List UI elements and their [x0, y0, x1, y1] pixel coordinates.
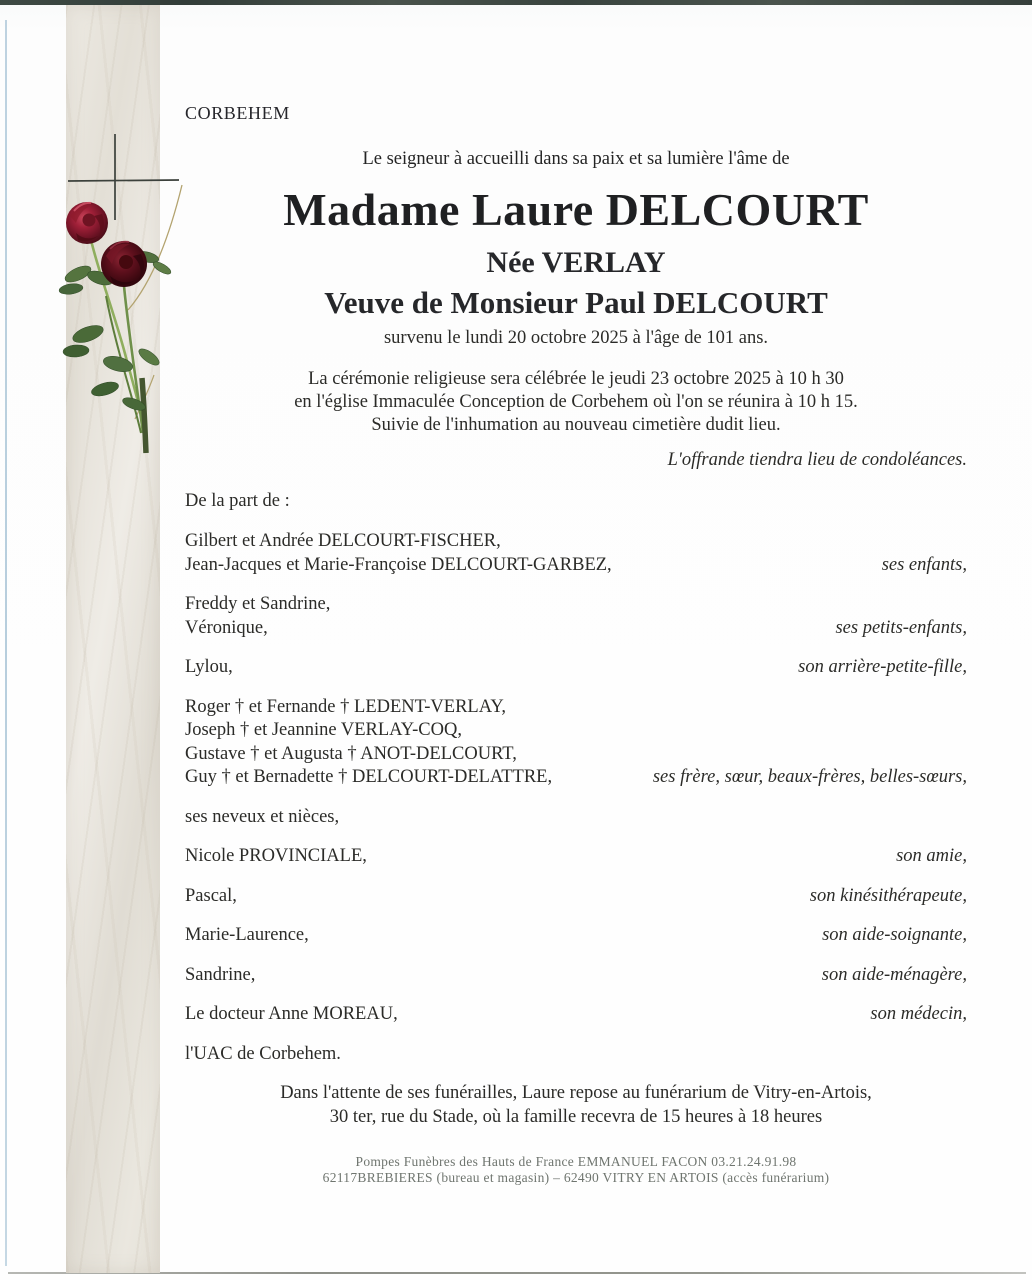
- offering-line: L'offrande tiendra lieu de condoléances.: [667, 450, 967, 470]
- family-group-great-granddaughter: [185, 656, 967, 680]
- intro-line: Le seigneur à accueilli dans sa paix et sa lumière l'âme de: [362, 149, 790, 169]
- family-names-line: Gustave † et Augusta † ANOT-DELCOURT,: [185, 743, 517, 764]
- red-rose-icon: [66, 202, 108, 244]
- family-names-line: Gilbert et Andrée DELCOURT-FISCHER,: [185, 531, 501, 551]
- town-name: CORBEHEM: [185, 103, 290, 123]
- relationship-label: son arrière-petite-fille,: [798, 657, 967, 677]
- footer-line: Pompes Funèbres des Hauts de France EMMANUEL FACON 03.21.24.91.98: [355, 1154, 797, 1169]
- family-group-housekeeper: [185, 964, 967, 988]
- family-names-line: Guy † et Bernadette † DELCOURT-DELATTRE,: [185, 767, 553, 787]
- footer-line: 62117BREBIERES (bureau et magasin) – 62490 VITRY EN ARTOIS (accès funérarium): [322, 1170, 830, 1185]
- death-date-line: survenu le lundi 20 octobre 2025 à l'âge de 101 ans.: [383, 328, 769, 348]
- family-group-children: [185, 530, 967, 577]
- ceremony-line: en l'église Immaculée Conception de Corbehem où l'on se réunira à 10 h 15.: [294, 392, 858, 412]
- family-group-siblings: [185, 696, 967, 790]
- dark-rose-icon: [101, 241, 147, 287]
- family-group-uac: [185, 1043, 967, 1067]
- family-names-line: Marie-Laurence,: [185, 925, 309, 945]
- relationship-label: son amie,: [896, 846, 967, 866]
- left-border-rule: [5, 20, 7, 1266]
- family-names-line: Roger † et Fernande † LEDENT-VERLAY,: [185, 696, 506, 717]
- family-names-line: ses neveux et nièces,: [185, 806, 340, 827]
- family-group-nephews-nieces: [185, 806, 967, 830]
- funeral-line: Dans l'attente de ses funérailles, Laure repose au funérarium de Vitry-en-Artois,: [280, 1083, 872, 1103]
- deceased-name: Madame Laure DELCOURT: [283, 184, 869, 235]
- family-group-doctor: [185, 1003, 967, 1027]
- family-names-line: Sandrine,: [185, 964, 256, 985]
- family-names-line: Lylou,: [185, 657, 233, 677]
- ceremony-line: Suivie de l'inhumation au nouveau cimetière dudit lieu.: [371, 415, 781, 435]
- relationship-label: ses petits-enfants,: [835, 617, 967, 638]
- ceremony-line: La cérémonie religieuse sera célébrée le jeudi 23 octobre 2025 à 10 h 30: [308, 369, 844, 389]
- family-names-line: Le docteur Anne MOREAU,: [185, 1004, 398, 1024]
- family-names-line: Jean-Jacques et Marie-Françoise DELCOURT-GARBEZ,: [185, 554, 612, 575]
- funeral-home-visit-info: [185, 1082, 967, 1129]
- family-names-line: Pascal,: [185, 885, 237, 906]
- family-names-line: Joseph † et Jeannine VERLAY-COQ,: [185, 720, 462, 740]
- widow-line: Veuve de Monsieur Paul DELCOURT: [324, 285, 828, 320]
- bottom-border-rule: [8, 1272, 1026, 1274]
- family-list: [185, 530, 967, 1082]
- family-group-physiotherapist: [185, 885, 967, 909]
- relationship-label: son aide-soignante,: [822, 925, 967, 945]
- family-group-caregiver: [185, 924, 967, 948]
- family-names-line: l'UAC de Corbehem.: [185, 1043, 341, 1064]
- from-line: De la part de :: [185, 491, 290, 511]
- family-group-grandchildren: [185, 593, 967, 640]
- cross-and-roses-illustration: [58, 128, 190, 463]
- funeral-line: 30 ter, rue du Stade, où la famille recevra de 15 heures à 18 heures: [329, 1106, 823, 1127]
- family-names-line: Nicole PROVINCIALE,: [185, 846, 367, 866]
- ceremony-details: [185, 368, 967, 437]
- relationship-label: son aide-ménagère,: [821, 964, 967, 985]
- family-names-line: Freddy et Sandrine,: [185, 594, 331, 614]
- relationship-label: ses frère, sœur, beaux-frères, belles-sœurs,: [652, 767, 967, 787]
- maiden-name: Née VERLAY: [486, 246, 666, 279]
- relationship-label: son médecin,: [870, 1004, 967, 1024]
- relationship-label: son kinésithérapeute,: [809, 885, 967, 906]
- funeral-home-footer: [185, 1154, 967, 1186]
- family-names-line: Véronique,: [185, 617, 268, 638]
- family-group-friend: [185, 845, 967, 869]
- relationship-label: ses enfants,: [881, 554, 967, 575]
